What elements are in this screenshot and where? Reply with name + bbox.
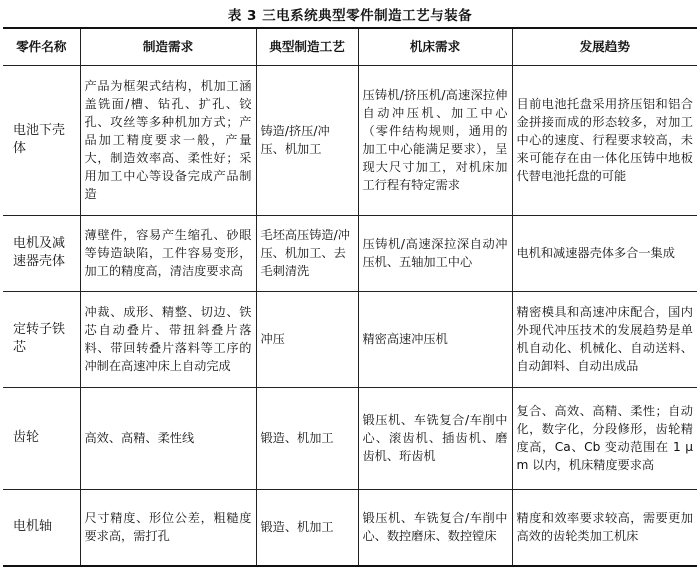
development-trend: 精度和效率要求较高，需要更加高效的齿轮类加工机床 [512, 489, 697, 566]
development-trend: 目前电池托盘采用挤压铝和铝合金拼接而成的形态较多，对加工中心的速度、行程要求较高，未来可能存在由一体化压铸中地板代替电池托盘的可能 [512, 65, 697, 215]
table-caption: 表 3 三电系统典型零件制造工艺与装备 [227, 8, 473, 24]
header-development-trend: 发展趋势 [512, 28, 697, 65]
header-typical-process: 典型制造工艺 [256, 28, 358, 65]
header-manufacturing-need: 制造需求 [80, 28, 256, 65]
manufacturing-need: 尺寸精度、形位公差，粗糙度要求高，需打孔 [80, 489, 256, 566]
typical-process: 冲压 [256, 291, 358, 387]
machine-need: 压铸机/高速深拉深自动冲压机、五轴加工中心 [358, 215, 512, 291]
header-row [3, 28, 697, 65]
machine-need: 压铸机/挤压机/高速深拉伸自动冲压机、加工中心（零件结构规则，通用的加工中心能满足要求），呈现大尺寸加工，对机床加工行程有特定需求 [358, 65, 512, 215]
typical-process: 铸造/挤压/冲压、机加工 [256, 65, 358, 215]
table-row [3, 387, 697, 489]
machine-need: 锻压机、车铣复合/车削中心、滚齿机、插齿机、磨齿机、珩齿机 [358, 387, 512, 489]
manufacturing-need: 高效、高精、柔性线 [80, 387, 256, 489]
manufacturing-need: 产品为框架式结构，机加工涵盖铣面/槽、钻孔、扩孔、铰孔、攻丝等多种机加方式；产品加工精度要求一般，产量大，制造效率高、柔性好；采用加工中心等设备完成产品制造 [80, 65, 256, 215]
header-machine-need: 机床需求 [358, 28, 512, 65]
part-name: 电机轴 [3, 489, 80, 566]
part-name: 定转子铁芯 [3, 291, 80, 387]
development-trend: 精密模具和高速冲床配合，国内外现代冲压技术的发展趋势是单机自动化、机械化、自动送料、自动卸料、自动出成品 [512, 291, 697, 387]
machine-need: 精密高速冲压机 [358, 291, 512, 387]
manufacturing-need: 薄壁件，容易产生缩孔、砂眼等铸造缺陷，工件容易变形，加工的精度高，清洁度要求高 [80, 215, 256, 291]
part-name: 电池下壳体 [3, 65, 80, 215]
development-trend: 电机和减速器壳体多合一集成 [512, 215, 697, 291]
header-part-name: 零件名称 [3, 28, 80, 65]
table-row [3, 215, 697, 291]
table-row [3, 65, 697, 215]
part-name: 齿轮 [3, 387, 80, 489]
manufacturing-need: 冲裁、成形、精整、切边、铁芯自动叠片、带扭斜叠片落料、带回转叠片落料等工序的冲制在高速冲床上自动完成 [80, 291, 256, 387]
typical-process: 锻造、机加工 [256, 387, 358, 489]
table-row [3, 489, 697, 566]
typical-process: 毛坯高压铸造/冲压、机加工、去毛刺清洗 [256, 215, 358, 291]
table-row [3, 291, 697, 387]
development-trend: 复合、高效、高精、柔性；自动化，数字化，分段修形，齿轮精度高，Ca、Cb 变动范围在 1 μm 以内，机床精度要求高 [512, 387, 697, 489]
machine-need: 锻压机、车铣复合/车削中心、数控磨床、数控镗床 [358, 489, 512, 566]
typical-process: 锻造、机加工 [256, 489, 358, 566]
part-name: 电机及减速器壳体 [3, 215, 80, 291]
process-equipment-table [3, 27, 697, 567]
